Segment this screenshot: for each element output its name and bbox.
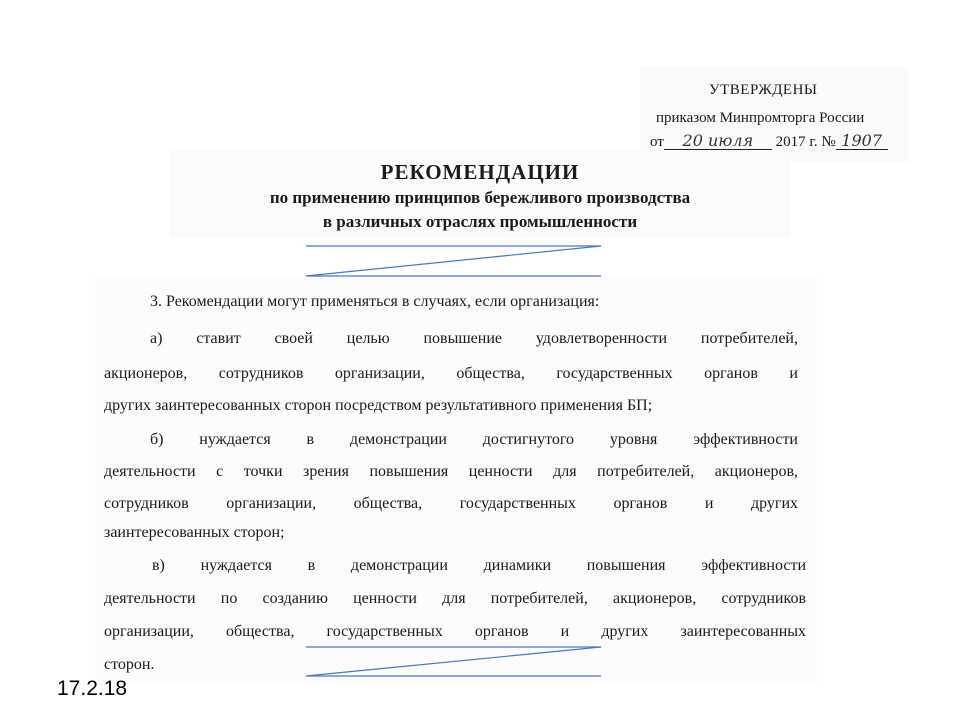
item-c-line4: сторон.: [104, 656, 155, 673]
item-b-line3: сотрудников организации, общества, государственных органов и других: [104, 495, 798, 512]
item-b-line1: б) нуждается в демонстрации достигнутого уровня эффективности: [150, 431, 798, 448]
item-a-line3: других заинтересованных сторон посредством результативного применения БП;: [104, 397, 653, 414]
item-b-line2: деятельности с точки зрения повышения ценности для потребителей, акционеров,: [104, 463, 798, 480]
item-c-line1: в) нуждается в демонстрации динамики повышения эффективности: [152, 557, 806, 574]
document-title: РЕКОМЕНДАЦИИ: [380, 160, 580, 184]
slide-date: 17.2.18: [57, 677, 128, 700]
item-a-line1: а) ставит своей целью повышение удовлетворенности потребителей,: [150, 330, 798, 347]
approval-prefix: от: [650, 134, 664, 150]
paragraph-3: 3. Рекомендации могут применяться в случаях, если организация:: [150, 293, 600, 310]
approval-heading: УТВЕРЖДЕНЫ: [709, 82, 818, 98]
omission-marker-top: [306, 246, 601, 276]
omission-marker-bottom: [306, 647, 601, 676]
item-c-line3: организации, общества, государственных органов и других заинтересованных: [104, 623, 806, 640]
handwritten-date: 20 июля: [664, 133, 772, 150]
item-b-line4: заинтересованных сторон;: [104, 524, 285, 541]
handwritten-number: 1907: [836, 133, 888, 150]
item-a-line2: акционеров, сотрудников организации, общества, государственных органов и: [104, 365, 798, 382]
approval-order: приказом Минпромторга России: [656, 110, 865, 126]
document-subtitle-line2: в различных отраслях промышленности: [322, 212, 638, 231]
approval-year: 2017 г. №: [775, 134, 836, 150]
document-subtitle-line1: по применению принципов бережливого производства: [269, 188, 691, 207]
item-c-line2: деятельности по созданию ценности для потребителей, акционеров, сотрудников: [104, 590, 806, 607]
